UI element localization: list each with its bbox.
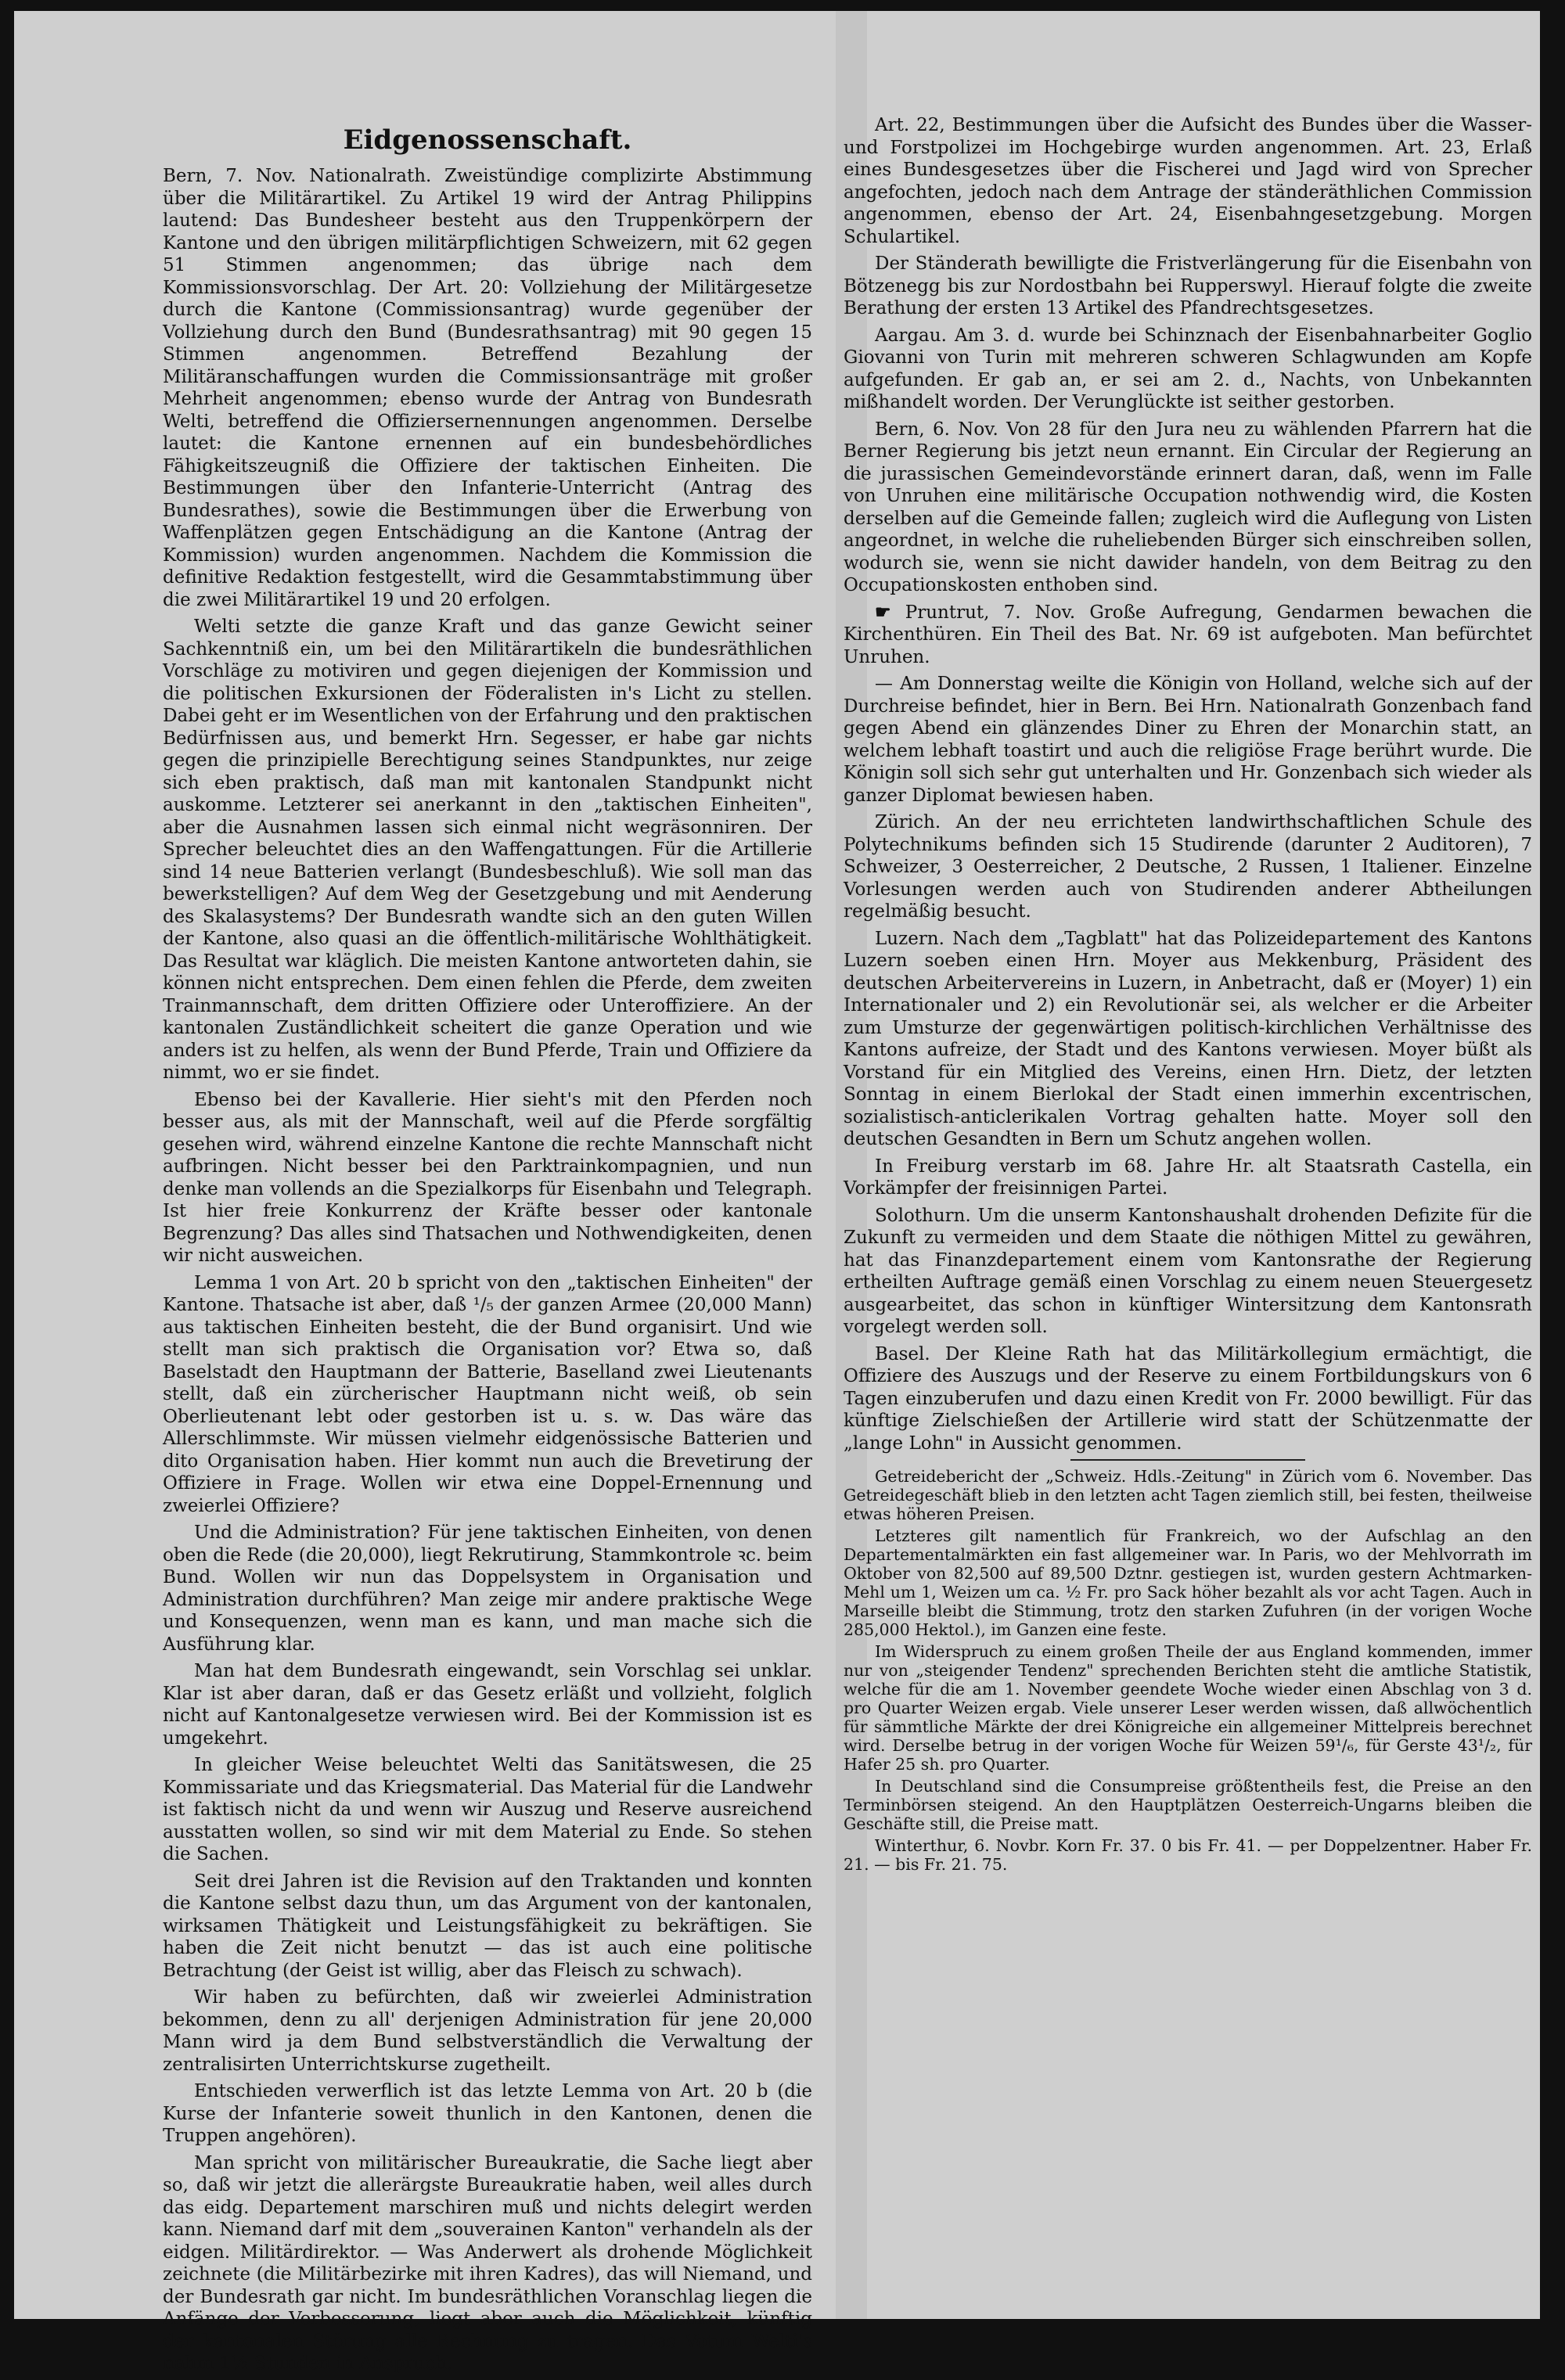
grain-report — [844, 1467, 1532, 1874]
article-paragraph: Ebenso bei der Kavallerie. Hier sieht's mit den Pferden noch besser aus, als mit der Mannschaft, weil auf die Pferde sorgfältig gesehen wird, während einzelne Kantone die rechte Mannschaft nicht aufbringen. Nicht besser bei den Parktrainkompagnien, und nun denke man vollends an die Spezialkorps für Eisenbahn und Telegraph. Ist hier freie Konkurrenz der Kräfte besser oder kantonale Begrenzung? Das alles sind Thatsachen und Nothwendigkeiten, denen wir nicht ausweichen. — [163, 1089, 812, 1266]
article-paragraph: Und die Administration? Für jene taktischen Einheiten, von denen oben die Rede (die 20,000), liegt Rekrutirung, Stammkontrole ꝛc. beim Bund. Wollen wir nun das Doppelsystem in Organisation und Administration durchführen? Man zeige mir andere praktische Wege und Konsequenzen, wenn man es kann, und man mache sich die Ausführung klar. — [163, 1523, 812, 1655]
report-paragraph: Getreidebericht der „Schweiz. Hdls.-Zeitung" in Zürich vom 6. November. Das Getreidegeschäft blieb in den letzten acht Tagen ziemlich still, bei festen, theilweise etwas höheren Preisen. — [844, 1467, 1532, 1523]
right-column — [844, 114, 1532, 1877]
article-paragraph: Welti setzte die ganze Kraft und das ganze Gewicht seiner Sachkenntniß ein, um bei den Militärartikeln die bundesräthlichen Vorschläge zu motiviren und gegen diejenigen der Kommission und die politischen Exkursionen der Föderalisten in's Licht zu stellen. Dabei geht er im Wesentlichen von der Erfahrung und den praktischen Bedürfnissen aus, und bemerkt Hrn. Segesser, er habe gar nichts gegen die prinzipielle Berechtigung seines Standpunktes, nur zeige sich eben praktisch, daß man mit kantonalen Standpunkt nicht auskomme. Letzterer sei anerkannt in den „taktischen Einheiten", aber die Ausnahmen lassen sich einmal nicht wegräsonniren. Der Sprecher beleuchtet dies an den Waffengattungen. Für die Artillerie sind 14 neue Batterien verlangt (Bundesbeschluß). Wie soll man das bewerkstelligen? Auf dem Weg der Gesetzgebung und mit Aenderung des Skalasystems? Der Bundesrath wandte sich an den guten Willen der Kantone, also quasi an die öffentlich-militärische Wohlthätigkeit. Das Resultat war kläglich. Die meisten Kantone antworteten dahin, sie können nicht entsprechen. Dem einen fehlen die Pferde, dem zweiten Trainmannschaft, dem dritten Offiziere oder Unteroffiziere. An der kantonalen Zuständlichkeit scheitert die ganze Operation und wie anders ist zu helfen, als wenn der Bund Pferde, Train und Offiziere da nimmt, wo er sie findet. — [163, 617, 812, 1083]
article-paragraph: Entschieden verwerflich ist das letzte Lemma von Art. 20 b (die Kurse der Infanterie soweit thunlich in den Kantonen, denen die Truppen angehören). — [163, 2081, 812, 2146]
section-heading: Eidgenossenschaft. — [343, 124, 632, 156]
article-paragraph: Luzern. Nach dem „Tagblatt" hat das Polizeidepartement des Kantons Luzern soeben einen Hrn. Moyer aus Mekkenburg, Präsident des deutschen Arbeitervereins in Luzern, in Anbetracht, daß er (Moyer) 1) ein Internationaler und 2) ein Revolutionär sei, als welcher er die Arbeiter zum Umsturze der gegenwärtigen politisch-kirchlichen Verhältnisse des Kantons aufreize, der Stadt und des Kantons verwiesen. Moyer büßt als Vorstand für ein Mitglied des Vereins, einen Hrn. Dietz, der letzten Sonntag in einem Bierlokal der Stadt einen immerhin excentrischen, sozialistisch-anticlerikalen Vortrag gehalten hatte. Moyer soll den deutschen Gesandten in Bern um Schutz angehen wollen. — [844, 928, 1532, 1149]
report-paragraph: In Deutschland sind die Consumpreise größtentheils fest, die Preise an den Terminbörsen steigend. An den Hauptplätzen Oesterreich-Ungarns bleiben die Geschäfte still, die Preise matt. — [844, 1777, 1532, 1833]
article-paragraph: Bern, 6. Nov. Von 28 für den Jura neu zu wählenden Pfarrern hat die Berner Regierung bis jetzt neun ernannt. Ein Circular der Regierung an die jurassischen Gemeindevorstände erinnert daran, daß, wenn im Falle von Unruhen eine militärische Occupation nothwendig wird, die Kosten derselben auf die Gemeinde fallen; zugleich wird die Auflegung von Listen angeordnet, in welche die ruheliebenden Bürger sich einschreiben sollen, wodurch sie, wenn sie nicht dawider handeln, von dem Beitrag zu den Occupationskosten enthoben sind. — [844, 419, 1532, 595]
report-paragraph: Letzteres gilt namentlich für Frankreich, wo der Aufschlag an den Departementalmärkten ein fast allgemeiner war. In Paris, wo der Mehlvorrath im Oktober von 82,500 auf 89,500 Dztnr. gestiegen ist, wurden gestern Achtmarken-Mehl um 1, Weizen um ca. ½ Fr. pro Sack höher bezahlt als vor acht Tagen. Auch in Marseille bleibt die Stimmung, trotz den starken Zufuhren (in der vorigen Woche 285,000 Hektol.), im Ganzen eine feste. — [844, 1526, 1532, 1639]
article-paragraph: Seit drei Jahren ist die Revision auf den Traktanden und konnten die Kantone selbst dazu thun, um das Argument von der kantonalen, wirksamen Thätigkeit und Leistungsfähigkeit zu bekräftigen. Sie haben die Zeit nicht benutzt — das ist auch eine politische Betrachtung (der Geist ist willig, aber das Fleisch zu schwach). — [163, 1871, 812, 1981]
article-paragraph: Man hat dem Bundesrath eingewandt, sein Vorschlag sei unklar. Klar ist aber daran, daß er das Gesetz erläßt und vollzieht, folglich nicht auf Kantonalgesetze verwiesen wird. Bei der Kommission ist es umgekehrt. — [163, 1661, 812, 1749]
newspaper-page — [14, 11, 1540, 2374]
article-paragraph: Art. 22, Bestimmungen über die Aufsicht des Bundes über die Wasser- und Forstpolizei im Hochgebirge wurden angenommen. Art. 23, Erlaß eines Bundesgesetzes über die Fischerei und Jagd wird von Sprecher angefochten, jedoch nach dem Antrage der ständeräthlichen Commission angenommen, ebenso der Art. 24, Eisenbahngesetzgebung. Morgen Schulartikel. — [844, 115, 1532, 247]
article-paragraph: Der Ständerath bewilligte die Fristverlängerung für die Eisenbahn von Bötzenegg bis zur Nordostbahn bei Rupperswyl. Hierauf folgte die zweite Berathung der ersten 13 Artikel des Pfandrechtsgesetzes. — [844, 253, 1532, 318]
section-divider — [1070, 1459, 1305, 1461]
article-paragraph: Bern, 7. Nov. Nationalrath. Zweistündige complizirte Abstimmung über die Militärartikel. Zu Artikel 19 wird der Antrag Philippins lautend: Das Bundesheer besteht aus den Truppenkörpern der Kantone und den übrigen militärpflichtigen Schweizern, mit 62 gegen 51 Stimmen angenommen; das übrige nach dem Kommissionsvorschlag. Der Art. 20: Vollziehung der Militärgesetze durch die Kantone (Commissionsantrag) wurde gegenüber der Vollziehung durch den Bund (Bundesrathsantrag) mit 90 gegen 15 Stimmen angenommen. Betreffend Bezahlung der Militäranschaffungen wurden die Commissionsanträge mit großer Mehrheit angenommen; ebenso wurde der Antrag von Bundesrath Welti, betreffend die Offiziersernennungen angenommen. Derselbe lautet: die Kantone ernennen auf ein bundesbehördliches Fähigkeitszeugniß die Offiziere der taktischen Einheiten. Die Bestimmungen über den Infanterie-Unterricht (Antrag des Bundesrathes), sowie die Bestimmungen über die Erwerbung von Waffenplätzen gegen Entschädigung an die Kantone (Antrag der Kommission) wurden angenommen. Nachdem die Kommission die definitive Redaktion festgestellt, wird die Gesammtabstimmung über die zwei Militärartikel 19 und 20 erfolgen. — [163, 166, 812, 610]
article-paragraph — [844, 602, 1532, 669]
article-paragraph: Zürich. An der neu errichteten landwirthschaftlichen Schule des Polytechnikums befinden sich 15 Studirende (darunter 2 Auditoren), 7 Schweizer, 3 Oesterreicher, 2 Deutsche, 2 Russen, 1 Italiener. Einzelne Vorlesungen werden auch von Studirenden anderer Abtheilungen regelmäßig besucht. — [844, 812, 1532, 922]
report-paragraph: Im Widerspruch zu einem großen Theile der aus England kommenden, immer nur von „steigender Tendenz" sprechenden Berichten steht die amtliche Statistik, welche für die am 1. November geendete Woche wieder einen Abschlag von 3 d. pro Quarter Weizen ergab. Viele unserer Leser werden wissen, daß allwöchentlich für sämmtliche Märkte der drei Königreiche ein allgemeiner Mittelpreis berechnet wird. Derselbe betrug in der vorigen Woche für Weizen 59¹/₆, für Gerste 43¹/₂, für Hafer 25 sh. pro Quarter. — [844, 1642, 1532, 1774]
article-paragraph: Wir haben zu befürchten, daß wir zweierlei Administration bekommen, denn zu all' derjenigen Administration für jene 20,000 Mann wird ja dem Bund selbstverständlich die Verwaltung der zentralisirten Unterrichtskurse zugetheilt. — [163, 1987, 812, 2075]
left-column — [163, 93, 812, 2380]
article-paragraph: Aargau. Am 3. d. wurde bei Schinznach der Eisenbahnarbeiter Goglio Giovanni von Turin mit mehreren schweren Schlagwunden am Kopfe aufgefunden. Er gab an, er sei am 2. d., Nachts, von Unbekannten mißhandelt worden. Der Verunglückte ist seither gestorben. — [844, 325, 1532, 412]
article-paragraph: Man spricht von militärischer Bureaukratie, die Sache liegt aber so, daß wir jetzt die allerärgste Bureaukratie haben, weil alles durch das eidg. Departement marschiren muß und nichts delegirt werden kann. Niemand darf mit dem „souverainen Kanton" verhandeln als der eidgen. Militärdirektor. — Was Anderwert als drohende Möglichkeit zeichnete (die Militärbezirke mit ihren Kadres), das will Niemand, und der Bundesrath gar nicht. Im bundesräthlichen Voranschlag liegen die Anfänge der Verbesserung, liegt aber auch die Möglichkeit, künftig der kantonalen Störung alle Rechnung zu tragen. Das Votum Welti's nahm 1½ Stunden in Anspruch. — [163, 2152, 812, 2374]
article-paragraph: In gleicher Weise beleuchtet Welti das Sanitätswesen, die 25 Kommissariate und das Kriegsmaterial. Das Material für die Landwehr ist faktisch nicht da und wenn wir Auszug und Reserve ausreichend ausstatten wollen, so sind wir mit dem Material zu Ende. So stehen die Sachen. — [163, 1755, 812, 1864]
scan-right-edge — [1540, 0, 1565, 2328]
pointing-hand-icon: ☛ — [875, 601, 891, 623]
article-paragraph: Lemma 1 von Art. 20 b spricht von den „taktischen Einheiten" der Kantone. Thatsache ist aber, daß ¹/₅ der ganzen Armee (20,000 Mann) aus taktischen Einheiten besteht, die der Bund organisirt. Und wie stellt man sich praktisch die Organisation vor? Etwa so, daß Baselstadt den Hauptmann der Batterie, Baselland zwei Lieutenants stellt, daß ein zürcherischer Hauptmann nicht weiß, ob sein Oberlieutenant lebt oder gestorben ist u. s. w. Das wäre das Allerschlimmste. Wir müssen vielmehr eidgenössische Batterien und dito Organisation haben. Hier kommt nun auch die Brevetirung der Offiziere in Frage. Wollen wir etwa eine Doppel-Ernennung und zweierlei Offiziere? — [163, 1272, 812, 1516]
article-paragraph: In Freiburg verstarb im 68. Jahre Hr. alt Staatsrath Castella, ein Vorkämpfer der freisinnigen Partei. — [844, 1156, 1532, 1199]
scan-top-edge — [0, 0, 1565, 11]
article-paragraph: Solothurn. Um die unserm Kantonshaushalt drohenden Defizite für die Zukunft zu vermeiden und dem Staate die nöthigen Mittel zu gewähren, hat das Finanzdepartement einem vom Kantonsrathe der Regierung ertheilten Auftrage gemäß einen Vorschlag zu einem neuen Steuergesetz ausgearbeitet, das schon in künftiger Wintersitzung dem Kantonsrath vorgelegt werden soll. — [844, 1205, 1532, 1337]
article-paragraph: — Am Donnerstag weilte die Königin von Holland, welche sich auf der Durchreise befindet, hier in Bern. Bei Hrn. Nationalrath Gonzenbach fand gegen Abend ein glänzendes Diner zu Ehren der Monarchin statt, an welchem lebhaft toastirt und auch die religiöse Frage berührt wurde. Die Königin soll sich sehr gut unterhalten und Hr. Gonzenbach sich wieder als ganzer Diplomat bewiesen haben. — [844, 674, 1532, 806]
article-paragraph: Basel. Der Kleine Rath hat das Militärkollegium ermächtigt, die Offiziere des Auszugs und der Reserve zu einem Fortbildungskurs von 6 Tagen einzuberufen und dazu einen Kredit von Fr. 2000 bewilligt. Für das künftige Zielschießen der Artillerie wird statt der Schützenmatte der „lange Lohn" in Aussicht genommen. — [844, 1343, 1532, 1454]
report-paragraph: Winterthur, 6. Novbr. Korn Fr. 37. 0 bis Fr. 41. — per Doppelzentner. Haber Fr. 21. — bis Fr. 21. 75. — [844, 1836, 1532, 1874]
article-text: Pruntrut, 7. Nov. Große Aufregung, Gendarmen bewachen die Kirchenthüren. Ein Theil des Bat. Nr. 69 ist aufgeboten. Man befürchtet Unruhen. — [844, 602, 1532, 667]
